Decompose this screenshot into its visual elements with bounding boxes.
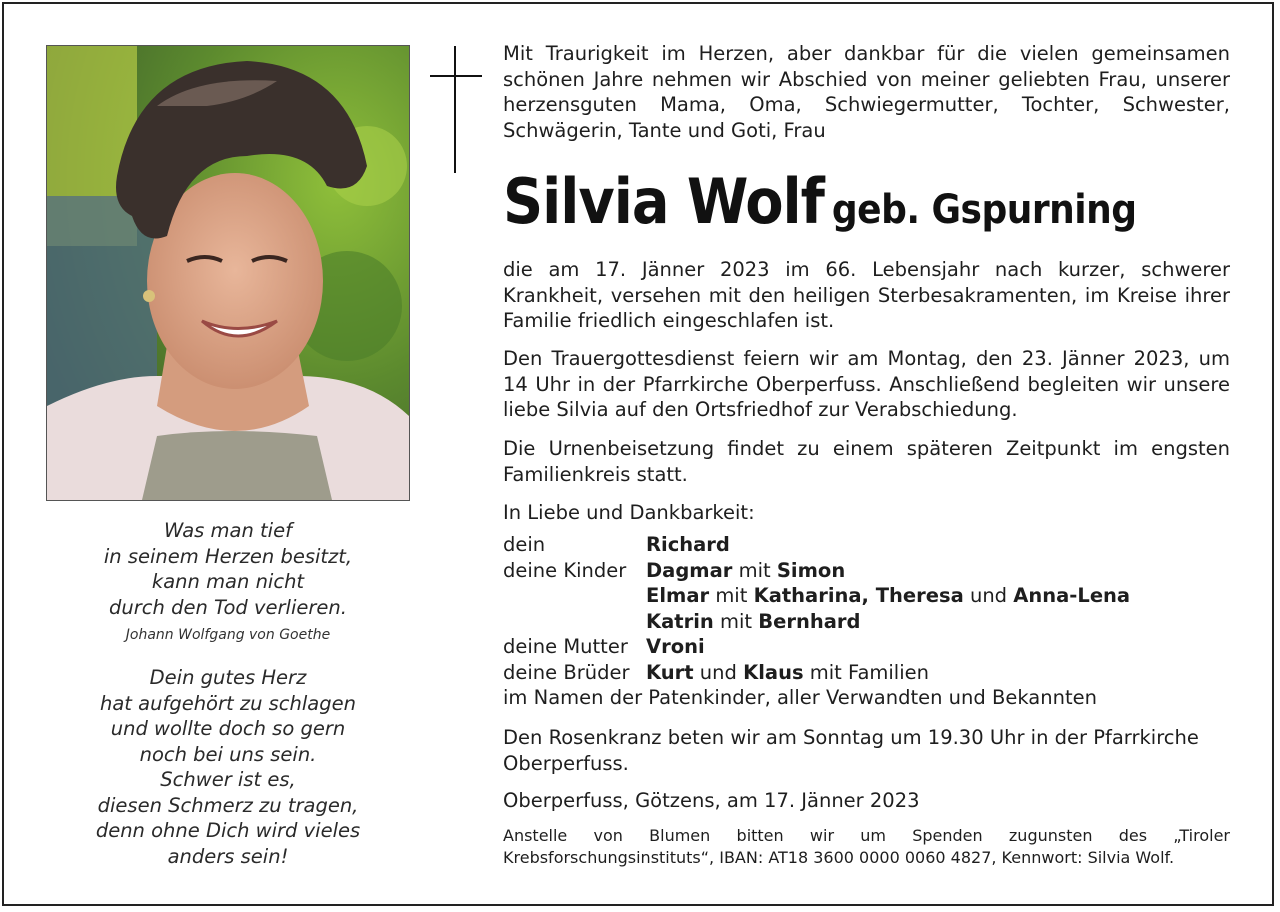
quote-line: Was man tief [164,519,292,542]
mourner-row [503,532,1230,558]
connector: und [699,660,737,684]
mourner-name: Katharina, Theresa [753,584,964,607]
poem-line: hat aufgehört zu schlagen [100,691,356,715]
connector: mit Familien [809,660,930,684]
mourner-name: Vroni [646,635,705,658]
poem-line: anders sein! [167,844,289,868]
mourner-name: Richard [646,533,730,556]
deceased-name: Silvia Wolf [503,165,824,238]
mourner-name: Klaus [743,660,804,684]
mourner-name: Dagmar [646,558,733,582]
portrait-photo [46,45,410,501]
mourner-name: Katrin [646,609,714,633]
mourner-name: Anna-Lena [1013,584,1131,607]
cross-icon [454,46,456,173]
poem-line: denn ohne Dich wird vieles [95,819,361,842]
relation-label: deine Mutter [503,635,628,658]
relation-label: deine Brüder [503,660,630,684]
mourner-name: Simon [776,558,846,582]
poem-line: diesen Schmerz zu tragen, [97,793,359,817]
relation-label: deine Kinder [503,558,627,582]
mourner-name: Kurt [646,660,694,684]
donation-note: Anstelle von Blumen bitten wir um Spenden zugunsten des „Tiroler Krebsforschungsinstituts“, IBAN: AT18 3600 0000 0060 4827, Kennwort: Silvia Wolf. [503,826,1230,867]
urn-paragraph: Die Urnenbeisetzung findet zu einem späteren Zeitpunkt im engsten Familienkreis statt. [503,437,1230,486]
connector: mit [738,558,771,582]
poem-line: Schwer ist es, [160,768,296,791]
goethe-quote [46,518,410,620]
connector: und [969,584,1008,607]
mourner-row [503,685,1230,711]
service-paragraph: Den Trauergottesdienst feiern wir am Montag, den 23. Jänner 2023, um 14 Uhr in der Pfarrkirche Oberperfuss. Anschließend begleiten wir unsere liebe Silvia auf den Ortsfriedhof zur Verabschiedung. [503,347,1230,421]
quote-line: kann man nicht [151,570,305,593]
intro-paragraph: Mit Traurigkeit im Herzen, aber dankbar für die vielen gemeinsamen schönen Jahre nehmen wir Abschied von meiner geliebten Frau, unserer herzensguten Mama, Oma, Schwiegermutter, Tochter, Schwester, Schwägerin, Tante und Goti, Frau [503,42,1230,142]
mourner-row [503,634,1230,660]
quote-author: Johann Wolfgang von Goethe [125,627,331,643]
deceased-name-heading [503,165,1230,238]
maiden-name: geb. Gspurning [831,187,1137,233]
portrait-image [47,46,409,500]
rosary-paragraph: Den Rosenkranz beten wir am Sonntag um 19.30 Uhr in der Pfarrkirche Oberperfuss. [503,726,1199,775]
poem [46,665,410,869]
greeting: In Liebe und Dankbarkeit: [503,501,755,524]
mourner-row [503,558,1230,584]
cross-icon-bar [430,75,482,77]
mourner-name: Bernhard [758,609,861,633]
connector: mit [715,584,748,607]
poem-line: Dein gutes Herz [149,666,307,689]
relation-label: dein [503,533,546,556]
others-line: im Namen der Patenkinder, aller Verwandten und Bekannten [503,686,1097,709]
mourners-list [503,532,1230,711]
death-paragraph: die am 17. Jänner 2023 im 66. Lebensjahr nach kurzer, schwerer Krankheit, versehen mit den heiligen Sterbesakramenten, im Kreise ihrer Familie friedlich eingeschlafen ist. [503,258,1230,332]
mourner-row [503,660,1230,686]
mourner-row [503,583,1230,609]
mourner-name: Elmar [646,584,710,607]
quote-line: durch den Tod verlieren. [109,595,347,619]
poem-line: noch bei uns sein. [139,742,317,766]
poem-line: und wollte doch so gern [110,717,346,740]
place-date: Oberperfuss, Götzens, am 17. Jänner 2023 [503,789,920,812]
mourner-row [503,609,1230,635]
connector: mit [719,609,753,633]
quote-line: in seinem Herzen besitzt, [103,544,353,568]
